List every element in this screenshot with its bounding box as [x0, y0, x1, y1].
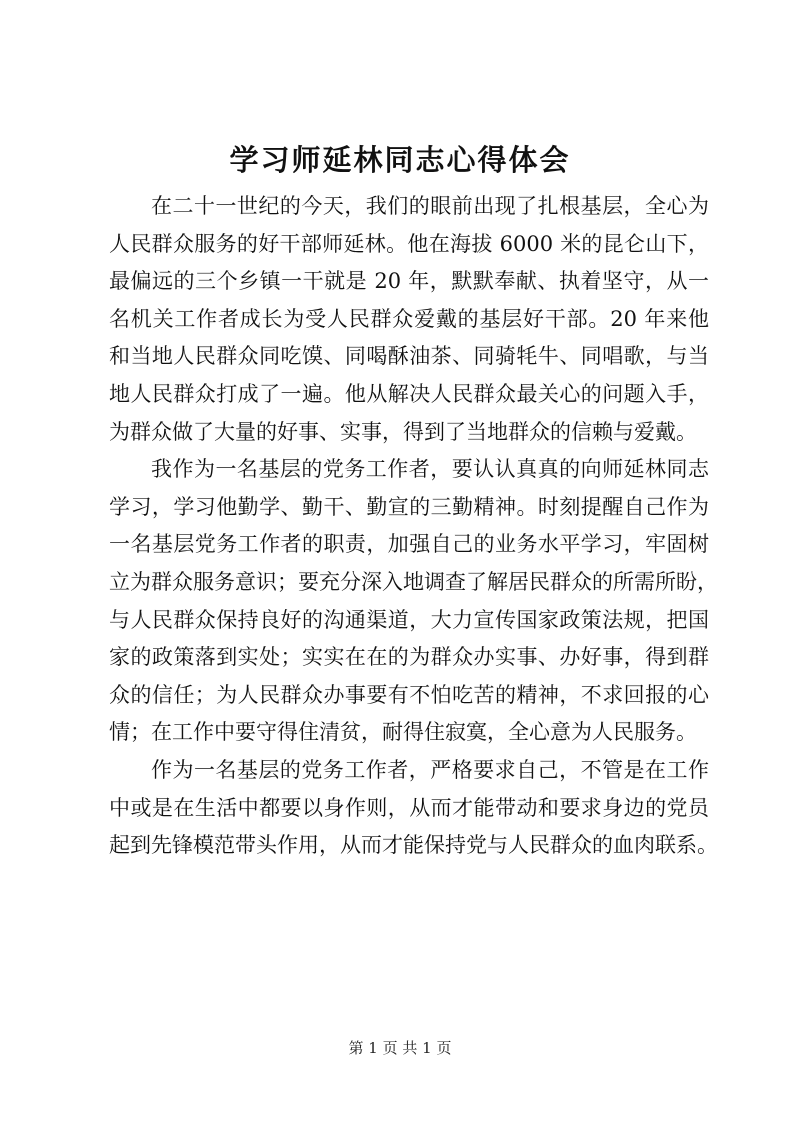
- paragraph-line: 最偏远的三个乡镇一干就是 20 年，默默奉献、执着坚守，从一: [109, 269, 709, 294]
- paragraph-line: 为群众做了大量的好事、实事，得到了当地群众的信赖与爱戴。: [109, 419, 697, 444]
- document-body: [109, 188, 718, 865]
- page-footer: 第 1 页 共 1 页: [348, 1039, 452, 1057]
- paragraph-line: 地人民群众打成了一遍。他从解决人民群众最关心的问题入手，: [109, 381, 709, 406]
- document-title: 学习师延林同志心得体会: [229, 143, 571, 177]
- paragraph-line: 作为一名基层的党务工作者，严格要求自己，不管是在工作: [151, 757, 709, 782]
- paragraph-line: 一名基层党务工作者的职责，加强自己的业务水平学习，牢固树: [109, 532, 709, 557]
- paragraph-2: [109, 451, 718, 752]
- paragraph-line: 立为群众服务意识；要充分深入地调查了解居民群众的所需所盼，: [109, 569, 718, 594]
- paragraph-3: [109, 752, 718, 865]
- paragraph-1: [109, 188, 709, 451]
- paragraph-line: 众的信任；为人民群众办事要有不怕吃苦的精神，不求回报的心: [109, 682, 709, 707]
- paragraph-line: 与人民群众保持良好的沟通渠道，大力宣传国家政策法规，把国: [109, 607, 709, 632]
- paragraph-line: 家的政策落到实处；实实在在的为群众办实事、办好事，得到群: [109, 645, 709, 670]
- paragraph-line: 在二十一世纪的今天，我们的眼前出现了扎根基层，全心为: [151, 194, 709, 218]
- paragraph-line: 情；在工作中要守得住清贫，耐得住寂寞，全心意为人民服务。: [109, 720, 697, 745]
- paragraph-line: 人民群众服务的好干部师延林。他在海拔 6000 米的昆仑山下，: [109, 231, 709, 256]
- paragraph-line: 名机关工作者成长为受人民群众爱戴的基层好干部。20 年来他: [109, 306, 709, 331]
- paragraph-line: 学习，学习他勤学、勤干、勤宣的三勤精神。时刻提醒自己作为: [109, 494, 709, 519]
- paragraph-line: 起到先锋模范带头作用，从而才能保持党与人民群众的血肉联系。: [109, 833, 718, 858]
- paragraph-line: 中或是在生活中都要以身作则，从而才能带动和要求身边的党员: [109, 795, 709, 820]
- paragraph-line: 我作为一名基层的党务工作者，要认认真真的向师延林同志: [151, 457, 709, 482]
- paragraph-line: 和当地人民群众同吃馍、同喝酥油茶、同骑牦牛、同唱歌，与当: [109, 344, 709, 369]
